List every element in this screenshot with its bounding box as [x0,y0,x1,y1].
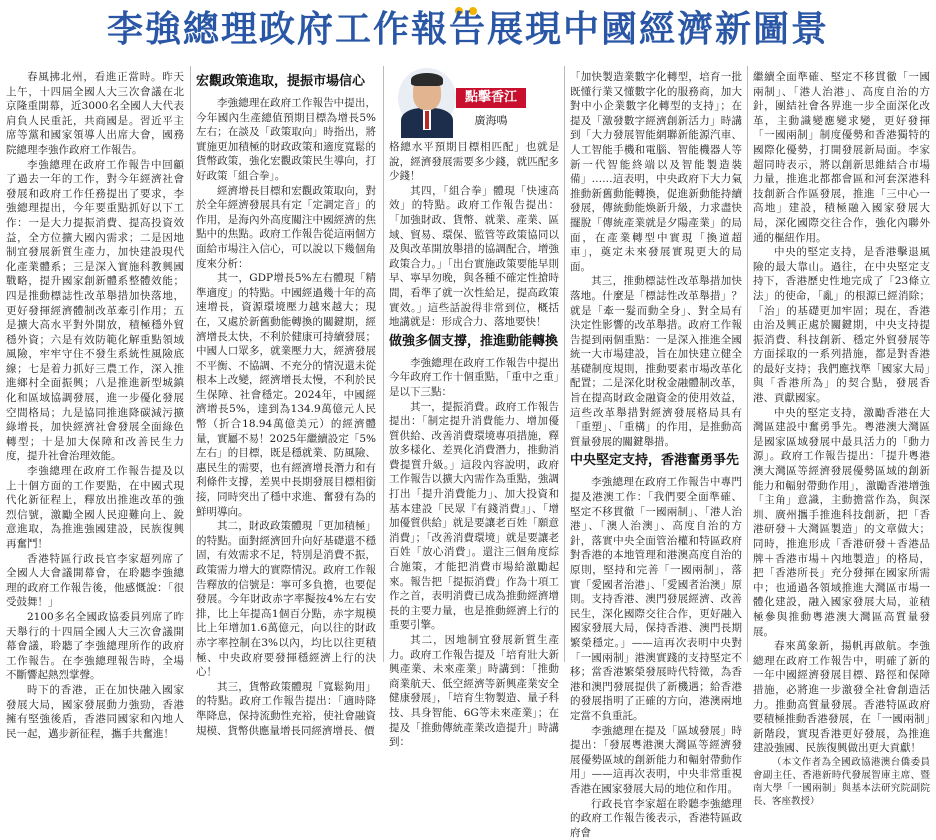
paragraph: 格總水平預期目標相匹配」也就是說，經濟發展需要多少錢，就匹配多少錢！ [389,140,559,184]
column-5 [753,70,930,662]
paragraph: 經濟增長目標和宏觀政策取向，對於全年經濟發展具有定「定調定音」的作用，是海內外高度關注中國經濟的焦點中的焦點。政府工作報告從這兩個方面給市場注入信心，可以說以下幾個角度來分析： [196,184,376,272]
paragraph: 李強總理在提及「區域發展」時提出：「發展粵港澳大灣區等經濟發展優勢區域的創新能力和輻射帶動作用」——這再次表明，中央非常重視香港在國家發展大局的地位和作用。 [570,724,742,797]
column-divider [190,66,191,662]
column-divider [747,66,748,662]
paragraph: 其二，財政政策體現「更加積極」的特點。面對經濟回升向好基礎還不穩固，有效需求不足，特別是消費不振，政策需力增大的實際情況。政府工作報告釋放的信號是：寧可多負擔，也要促發展。今年財政赤字率擬按4%左右安排，比上年提高1個百分點，赤字規模比上年增加1.6萬億元，向以往的財政赤字率控制在3%以內，均比以往更積極、中央政府要發揮穩經濟上行的決心！ [196,519,376,680]
paragraph: 時下的香港，正在加快融入國家發展大局，國家發展動力強勁，香港擁有堅強後盾，香港同國家和內地人民一起，邁步新征程，攜手共奮進！ [6,683,184,741]
paragraph: 其三，推動標誌性改革舉措加快落地。什麼是「標誌性改革舉措」？就是「牽一髮而動全身」、對全局有決定性影響的改革舉措。政府工作報告提到兩個重點：一是深入推進全國統一大市場建設，旨在加快建立健全基礎制度規則，推動要素市場改革化配置；二是深化財稅金融體制改革，旨在提高財政金融資金的使用效益，這些改革舉措對經濟發展格局具有「重塑」、「重構」的作用，是推動高質量發展的關鍵舉措。 [570,274,742,449]
paragraph: 其二，因地制宜發展新質生產力。政府工作報告提及「培育壯大新興產業、未來產業」時講到：「推動商業航天、低空經濟等新興產業安全健康發展」，「培育生物製造、量子科技、具身智能、6G等未來產業」；在提及「推動傳統產業改造提升」時講到： [389,633,559,750]
column-divider [564,66,565,662]
paragraph: 中央的堅定支持，是香港擊退風險的最大靠山。過往，在中央堅定支持下，香港歷史性地完成了「23條立法」的使命，「亂」的根源已經消除；「治」的基礎更加牢固；現在，香港由治及興正處於關鍵期，中央支持提振消費、科技創新、穩定外貿發展等方面採取的一系列措施，都是對香港的最好支持；我們應找準「國家大局」與「香港所為」的契合點，發展香港、貢獻國家。 [753,245,930,406]
headline: 李強總理政府工作報告展現中國經濟新圖景 [0,6,936,54]
paragraph: 中央的堅定支持，激勵香港在大灣區建設中奮勇爭先。粵港澳大灣區是國家區域發展中最具活力的「動力源」。政府工作報告提出：「提升粵港澳大灣區等經濟發展優勢區域的創新能力和輻射帶動作用」，激勵香港增強「主角」意識，主動擔當作為，與深圳、廣州攜手推進科技創新，把「香港研發＋大灣區製造」的文章做大；同時，推進形成「香港研發＋香港品牌＋香港市場＋內地製造」的格局，把「香港所長」充分發揮在國家所需中；也通過各領域推進大灣區市場一體化建設，融入國家發展大局，並積極參與推動粵港澳大灣區高質量發展。 [753,406,930,640]
column-4 [570,70,742,662]
section-heading: 做強多個支撐，推進動能轉換 [389,332,559,352]
paragraph: 「加快製造業數字化轉型，培育一批既懂行業又懂數字化的服務商，加大對中小企業數字化轉型的支持」；在提及「激發數字經濟創新活力」時講到「大力發展智能網聯新能源汽車、人工智能手機和電腦、智能機器人等新一代智能終端以及智能製造裝備」……這表明，中央政府下大力氣推動新舊動能轉換，促進新動能持續發展，傳統動能煥新升級，力求盡快擺脫「傳統產業就是夕陽產業」的局面，在產業轉型中實現「換道超車」，奠定未來發展實現更大的局面。 [570,70,742,274]
column-3 [389,140,559,662]
paragraph: 2100多名全國政協委員列席了昨天舉行的十四屆全國人大三次會議開幕會議，聆聽了李強總理所作的政府工作報告。在李強總理報告時，全場不斷響起熱烈掌聲。 [6,610,184,683]
paragraph: 其一，提振消費。政府工作報告提出：「制定提升消費能力、增加優質供給、改善消費環境專項措施，釋放多樣化、差異化消費潛力，推動消費提質升級。」這段內容說明，政府工作報告以擴大內需作為重點，強調打出「提升消費能力」、加大投資和基本建設「民眾『有錢消費』」、「增加優質供給」就是要讓老百姓「願意消費」；「改善消費環境」就是要讓老百姓「放心消費」。還注三個角度綜合施策，才能把消費市場給激勵起來。報告把「提振消費」作為十項工作之首，表明消費已成為推動經濟增長的主要力量，也是推動經濟上行的重要引擎。 [389,400,559,634]
paragraph: 繼續全面準確、堅定不移貫徹「一國兩制」、「港人治港」、高度自治的方針，團結社會各界進一步全面深化改革，主動識變應變求變，更好發揮「一國兩制」制度優勢和香港獨特的國際化優勢，打開發展新局面。李家超同時表示，將以創新思維結合市場力量，推進北都都會區和河套深港科技創新合作區發展，推進「三中心一高地」建設，積極融入國家發展大局，深化國際交往合作，強化內聯外通的樞紐作用。 [753,70,930,245]
paragraph: 春來萬象新，揚帆再啟航。李強總理在政府工作報告中，明確了新的一年中國經濟發展目標、路徑和保障措施，必將進一步激發全社會創造活力。推動高質量發展。香港特區政府要積極推動香港發展，在「一國兩制」新階段，實現香港更好發展，為推進建設強國、民族復興做出更大貢獻！ [753,639,930,756]
paragraph: 春風拂北州，看進正當時。昨天上午，十四屆全國人大三次會議在北京隆重開幕，近3000名全國人大代表肩負人民重託，共商國是。習近平主席等黨和國家領導人出席大會，國務院總理李強作政府工作報告。 [6,70,184,158]
paragraph: 李強總理在政府工作報告中專門提及港澳工作：「我們要全面準確、堅定不移貫徹「一國兩制」、「港人治港」、「澳人治澳」、高度自治的方針，落實中央全面管治權和特區政府對香港的本地管理和港澳高度自治的原則，堅持和完善「一國兩制」，落實「愛國者治港」、「愛國者治澳」原則。支持香港、澳門發展經濟、改善民生，深化國際交往合作，更好融入國家發展大局，保持香港、澳門長期繁榮穩定。」——這再次表明中央對「一國兩制」港澳實踐的支持堅定不移；當香港繁榮發展時代特徵，為香港和澳門發展提供了新機遇；給香港的發展指明了正確的方向，港澳兩地定當不負重託。 [570,475,742,723]
paragraph: 行政長官李家超在聆聽李強總理的政府工作報告後表示，香港特區政府會 [570,797,742,840]
section-heading: 中央堅定支持，香港奮勇爭先 [570,451,742,471]
column-name-badge: 點擊香江 [456,88,526,108]
paragraph: 其一，GDP增長5%左右體現「精準適度」的特點。中國經過幾十年的高速增長，資源環境壓力越來越大；現在，又處於新舊動能轉換的關鍵期，經濟增長太快，不利於健康可持續發展；中國人口眾多，就業壓力大，經濟發展不平衡、不協調、不充分的情況還未從根本上改變，經濟增長太慢，不利於民生保障、社會穩定。2024年，中國經濟增長5%，達到為134.9萬億元人民幣（折合18.94萬億美元）的經濟體量，實屬不易！2025年繼續設定「5%左右」的目標，既是穩就業、防風險、惠民生的需要，也有經濟增長潛力和有利條件支撐，差異中長期發展目標相銜接，同時突出了穩中求進、奮發有為的鮮明導向。 [196,271,376,519]
paragraph: 李強總理在政府工作報告中回顧了過去一年的工作，對今年經濟社會發展和政府工作任務提出了要求，李強總理提出，今年要重點抓好以下工作：一是大力提振消費、提高投資效益，全方位擴大國內需求；二是因地制宜發展新質生產力，加快建設現代化產業體系；三是深入實施科教興國戰略，提升國家創新體系整體效能；四是推動標誌性改革舉措加快落地，更好發揮經濟體制改革牽引作用；五是擴大高水平對外開放，積極穩外貿穩外資；六是有效防範化解重點領域風險，牢牢守住不發生系統性風險底線；七是着力抓好三農工作，深入推進鄉村全面振興；八是推進新型城鎮化和區域協調發展，進一步優化發展空間格局；九是協同推進降碳減污擴綠增長，加快經濟社會發展全面綠色轉型；十是加大保障和改善民生力度，提升社會治理效能。 [6,158,184,464]
column-2 [196,70,376,662]
section-heading: 宏觀政策進取，提振市場信心 [196,72,376,92]
paragraph: 香港特區行政長官李家超列席了全國人大會議開幕會，在聆聽李強總理的政府工作報告後，他感慨說：「很受鼓舞！」 [6,552,184,610]
paragraph: 其四，「組合拳」體現「快速高效」的特點。政府工作報告提出：「加強財政、貨幣、就業、產業、區域、貿易、環保、監管等政策協同以及與改革開放舉措的協調配合，增強政策合力。」「出台實施政策要能早則早、寧早勿晚，與各種不確定性搶時間，看準了就一次性給足，提高政策實效。」這些話說得非常到位，概括地講就是：形成合力、落地要快！ [389,184,559,330]
paragraph: 其三，貨幣政策體現「寬鬆夠用」的特點。政府工作報告提出：「適時降準降息，保持流動性充裕，使社會融資規模、貨幣供應量增長同經濟增長、價 [196,680,376,738]
columnist-byline [396,66,552,132]
author-note: （本文作者為全國政協港澳台僑委員會副主任、香港新時代發展智庫主席、暨南大學「一國兩制」與基本法研究院副院長、客座教授） [753,756,930,808]
author-portrait [398,68,456,128]
column-divider [383,66,384,662]
paragraph: 李強總理在政府工作報告提及以上十個方面的工作要點，在中國式現代化新征程上，釋放出推進改革的強烈信號，激勵全國人民迎難向上、銳意進取，為推進強國建設，民族復興再奮鬥！ [6,464,184,552]
paragraph: 李強總理在政府工作報告中提出今年政府工作十個重點，「重中之重」是以下三點： [389,356,559,400]
author-name: 廣海鳴 [458,112,524,128]
column-1 [6,70,184,662]
paragraph: 李強總理在政府工作報告中提出，今年國內生產總值預期目標為增長5%左右；在談及「政策取向」時指出，將實施更加積極的財政政策和適度寬鬆的貨幣政策，強化宏觀政策民生導向，打好政策「組合拳」。 [196,96,376,184]
